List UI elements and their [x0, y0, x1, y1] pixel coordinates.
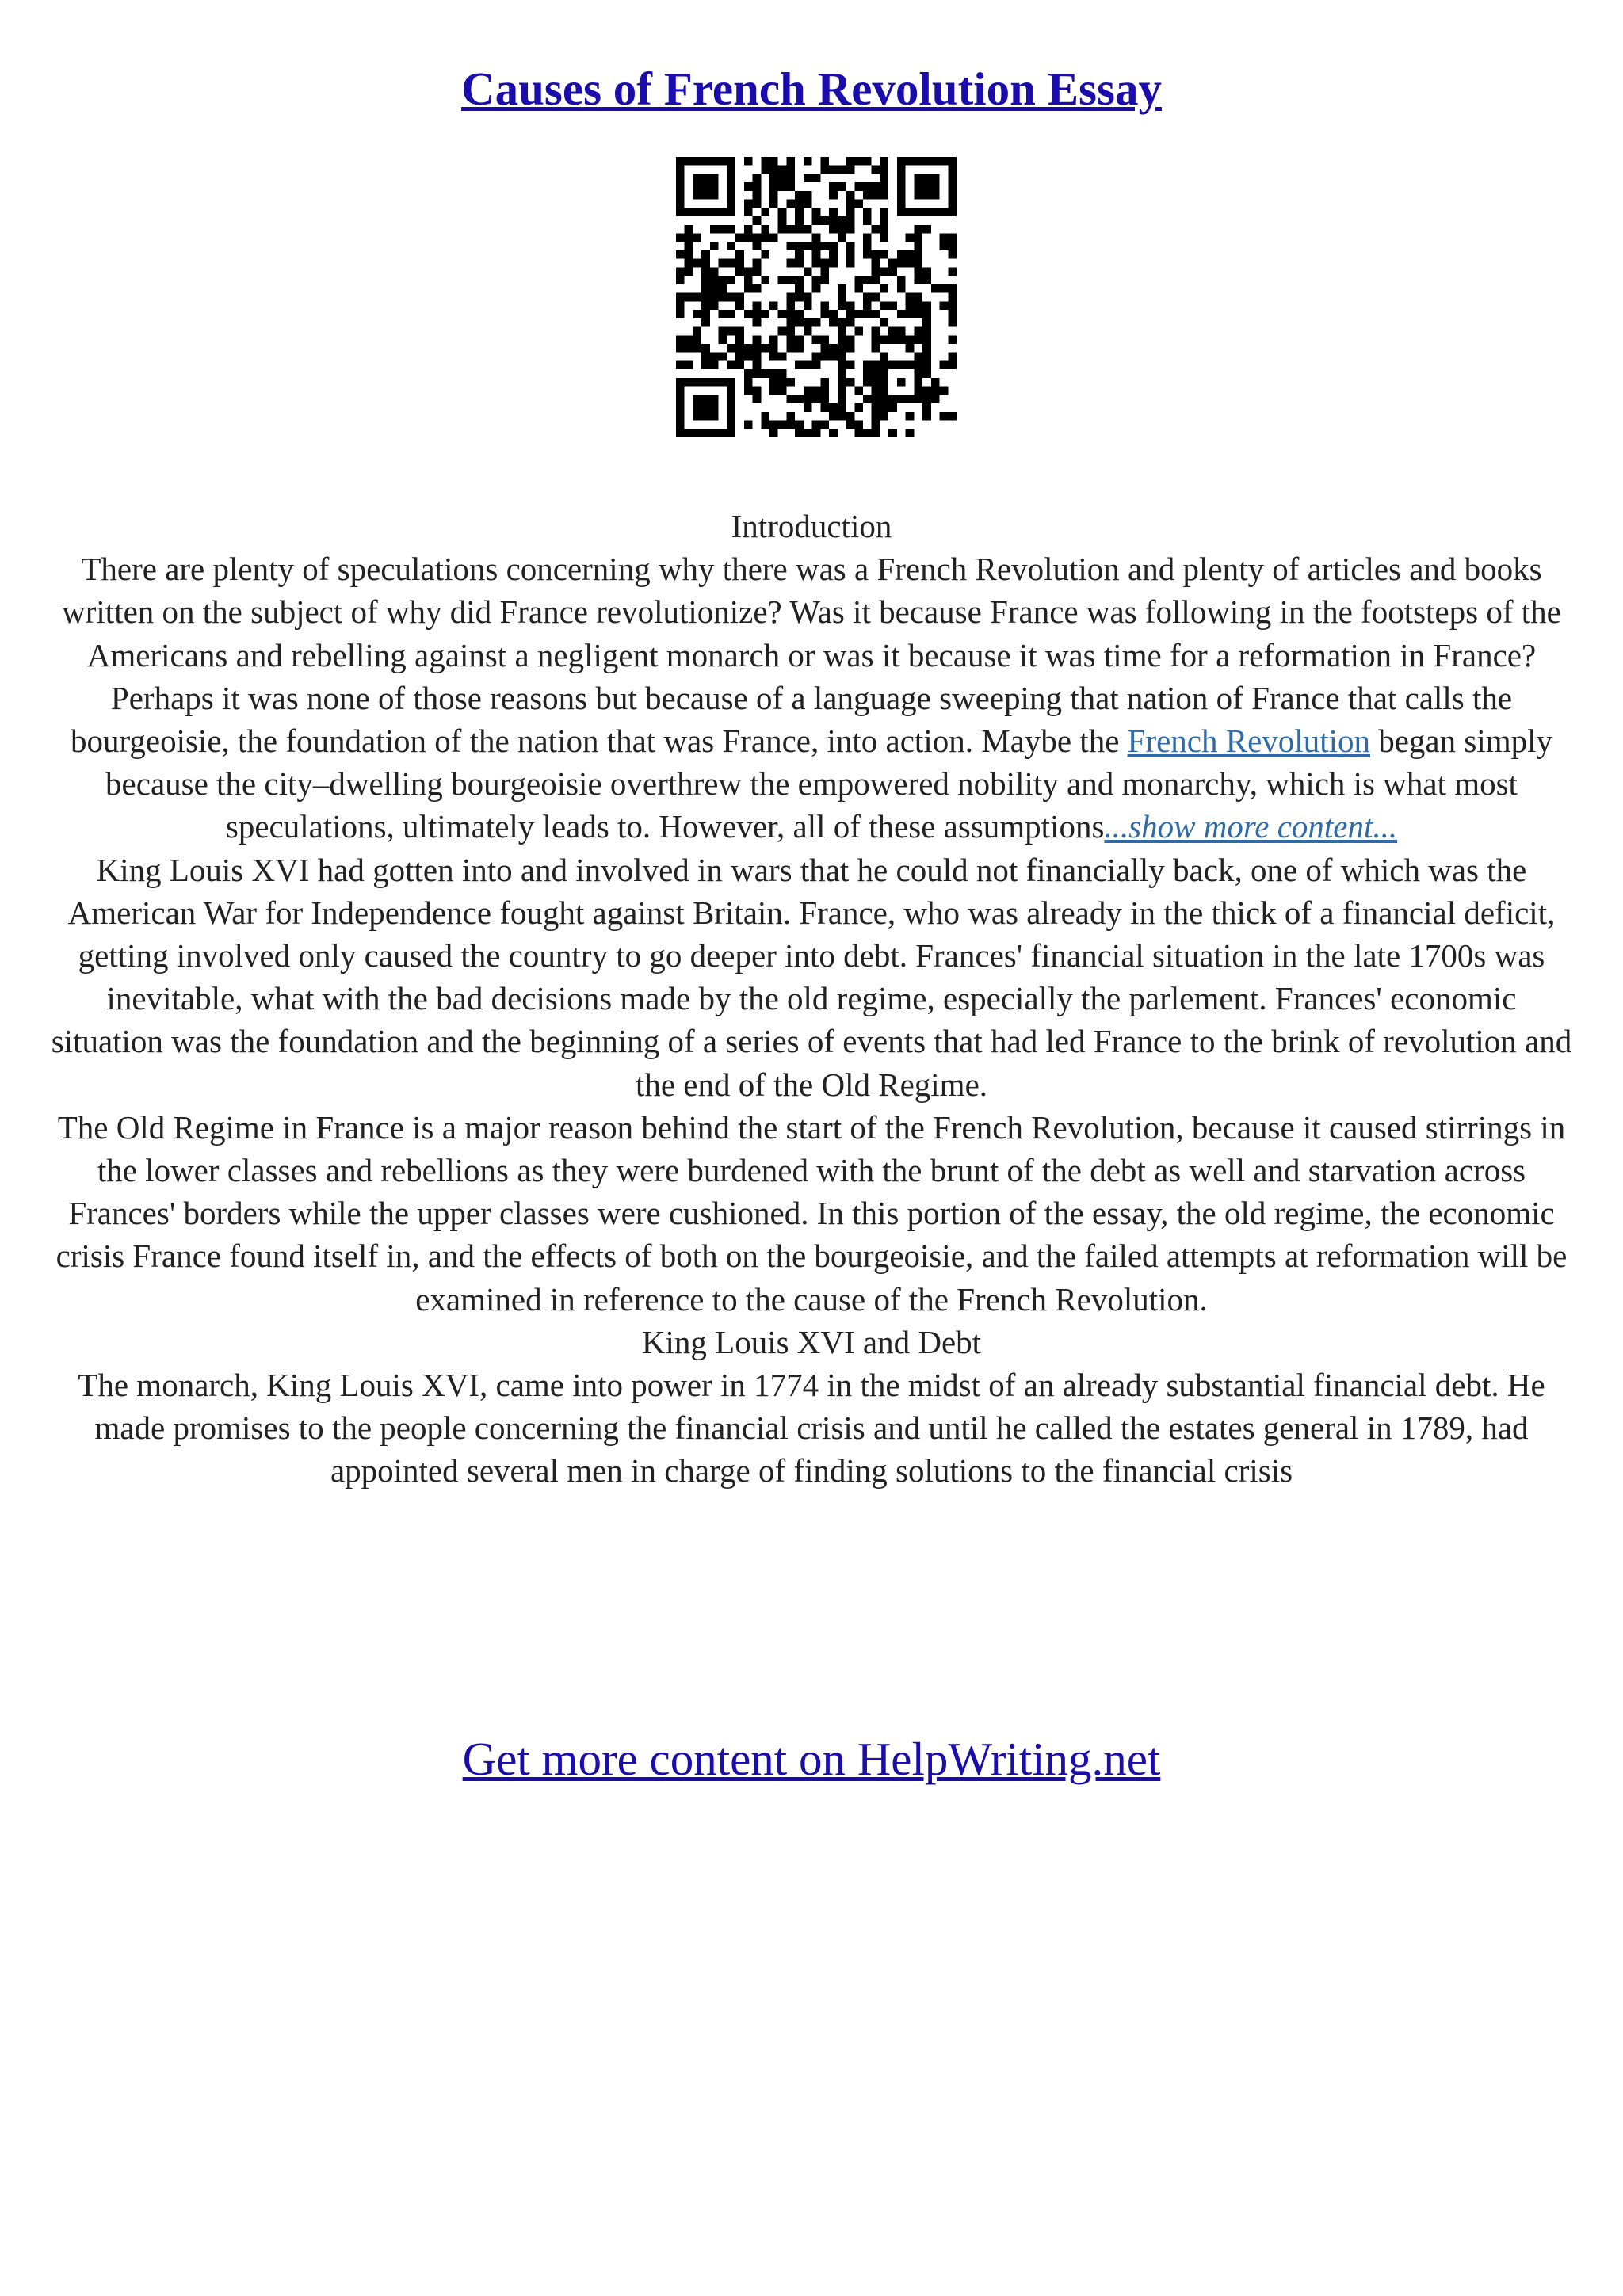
paragraph-debt: The monarch, King Louis XVI, came into power in 1774 in the midst of an already substantial financial debt. He made promises to the people concerning the financial crisis and until he called the estates general in 1789, had appointed several men in charge of finding solutions to the financial crisis	[78, 1367, 1545, 1489]
paragraph-intro	[48, 547, 1575, 848]
title-link[interactable]: Causes of French Revolution Essay	[461, 63, 1162, 115]
french-revolution-link[interactable]: French Revolution	[1127, 723, 1370, 760]
intro-heading: Introduction	[731, 508, 892, 544]
section-heading: King Louis XVI and Debt	[641, 1323, 982, 1360]
footer	[0, 1727, 1623, 1791]
paragraph-intro-text-cont: began simply because the city–dwelling bourgeoisie overthrew the empowered nobility and monarchy, which is what most speculations, ultimately leads to. However, all of these assumptions	[105, 723, 1553, 845]
paragraph-intro-text: There are plenty of speculations concerning why there was a French Revolution and plenty of articles and books written on the subject of why did France revolutionize? Was it because France was following in the footsteps of the Americans and rebelling against a negligent monarch or was it because it was time for a reformation in France? Perhaps it was none of those reasons but because of a language sweeping that nation of France that calls the bourgeoisie, the foundation of the nation that was France, into action. Maybe the	[62, 551, 1561, 760]
qr-code	[676, 157, 957, 437]
paragraph-old-regime: The Old Regime in France is a major reason behind the start of the French Revolution, because it caused stirrings in the lower classes and rebellions as they were burdened with the brunt of the debt as well and starvation across Frances' borders while the upper classes were cushioned. In this portion of the essay, the old regime, the economic crisis France found itself in, and the effects of both on the bourgeoisie, and the failed attempts at reformation will be examined in reference to the cause of the French Revolution.	[55, 1108, 1568, 1318]
essay-title	[0, 57, 1623, 120]
paragraph-wars: King Louis XVI had gotten into and involved in wars that he could not financially back, one of which was the American War for Independence fought against Britain. France, who was already in the thick of a financial deficit, getting involved only caused the country to go deeper into debt. Frances' financial situation in the late 1700s was inevitable, what with the bad decisions made by the old regime, especially the parlement. Frances' economic situation was the foundation and the beginning of a series of events that had led France to the brink of revolution and the end of the Old Regime.	[51, 851, 1572, 1103]
get-more-content-link[interactable]: Get more content on HelpWriting.net	[462, 1733, 1161, 1785]
show-more-link[interactable]: ...show more content...	[1104, 808, 1398, 845]
essay-body	[48, 505, 1575, 1493]
